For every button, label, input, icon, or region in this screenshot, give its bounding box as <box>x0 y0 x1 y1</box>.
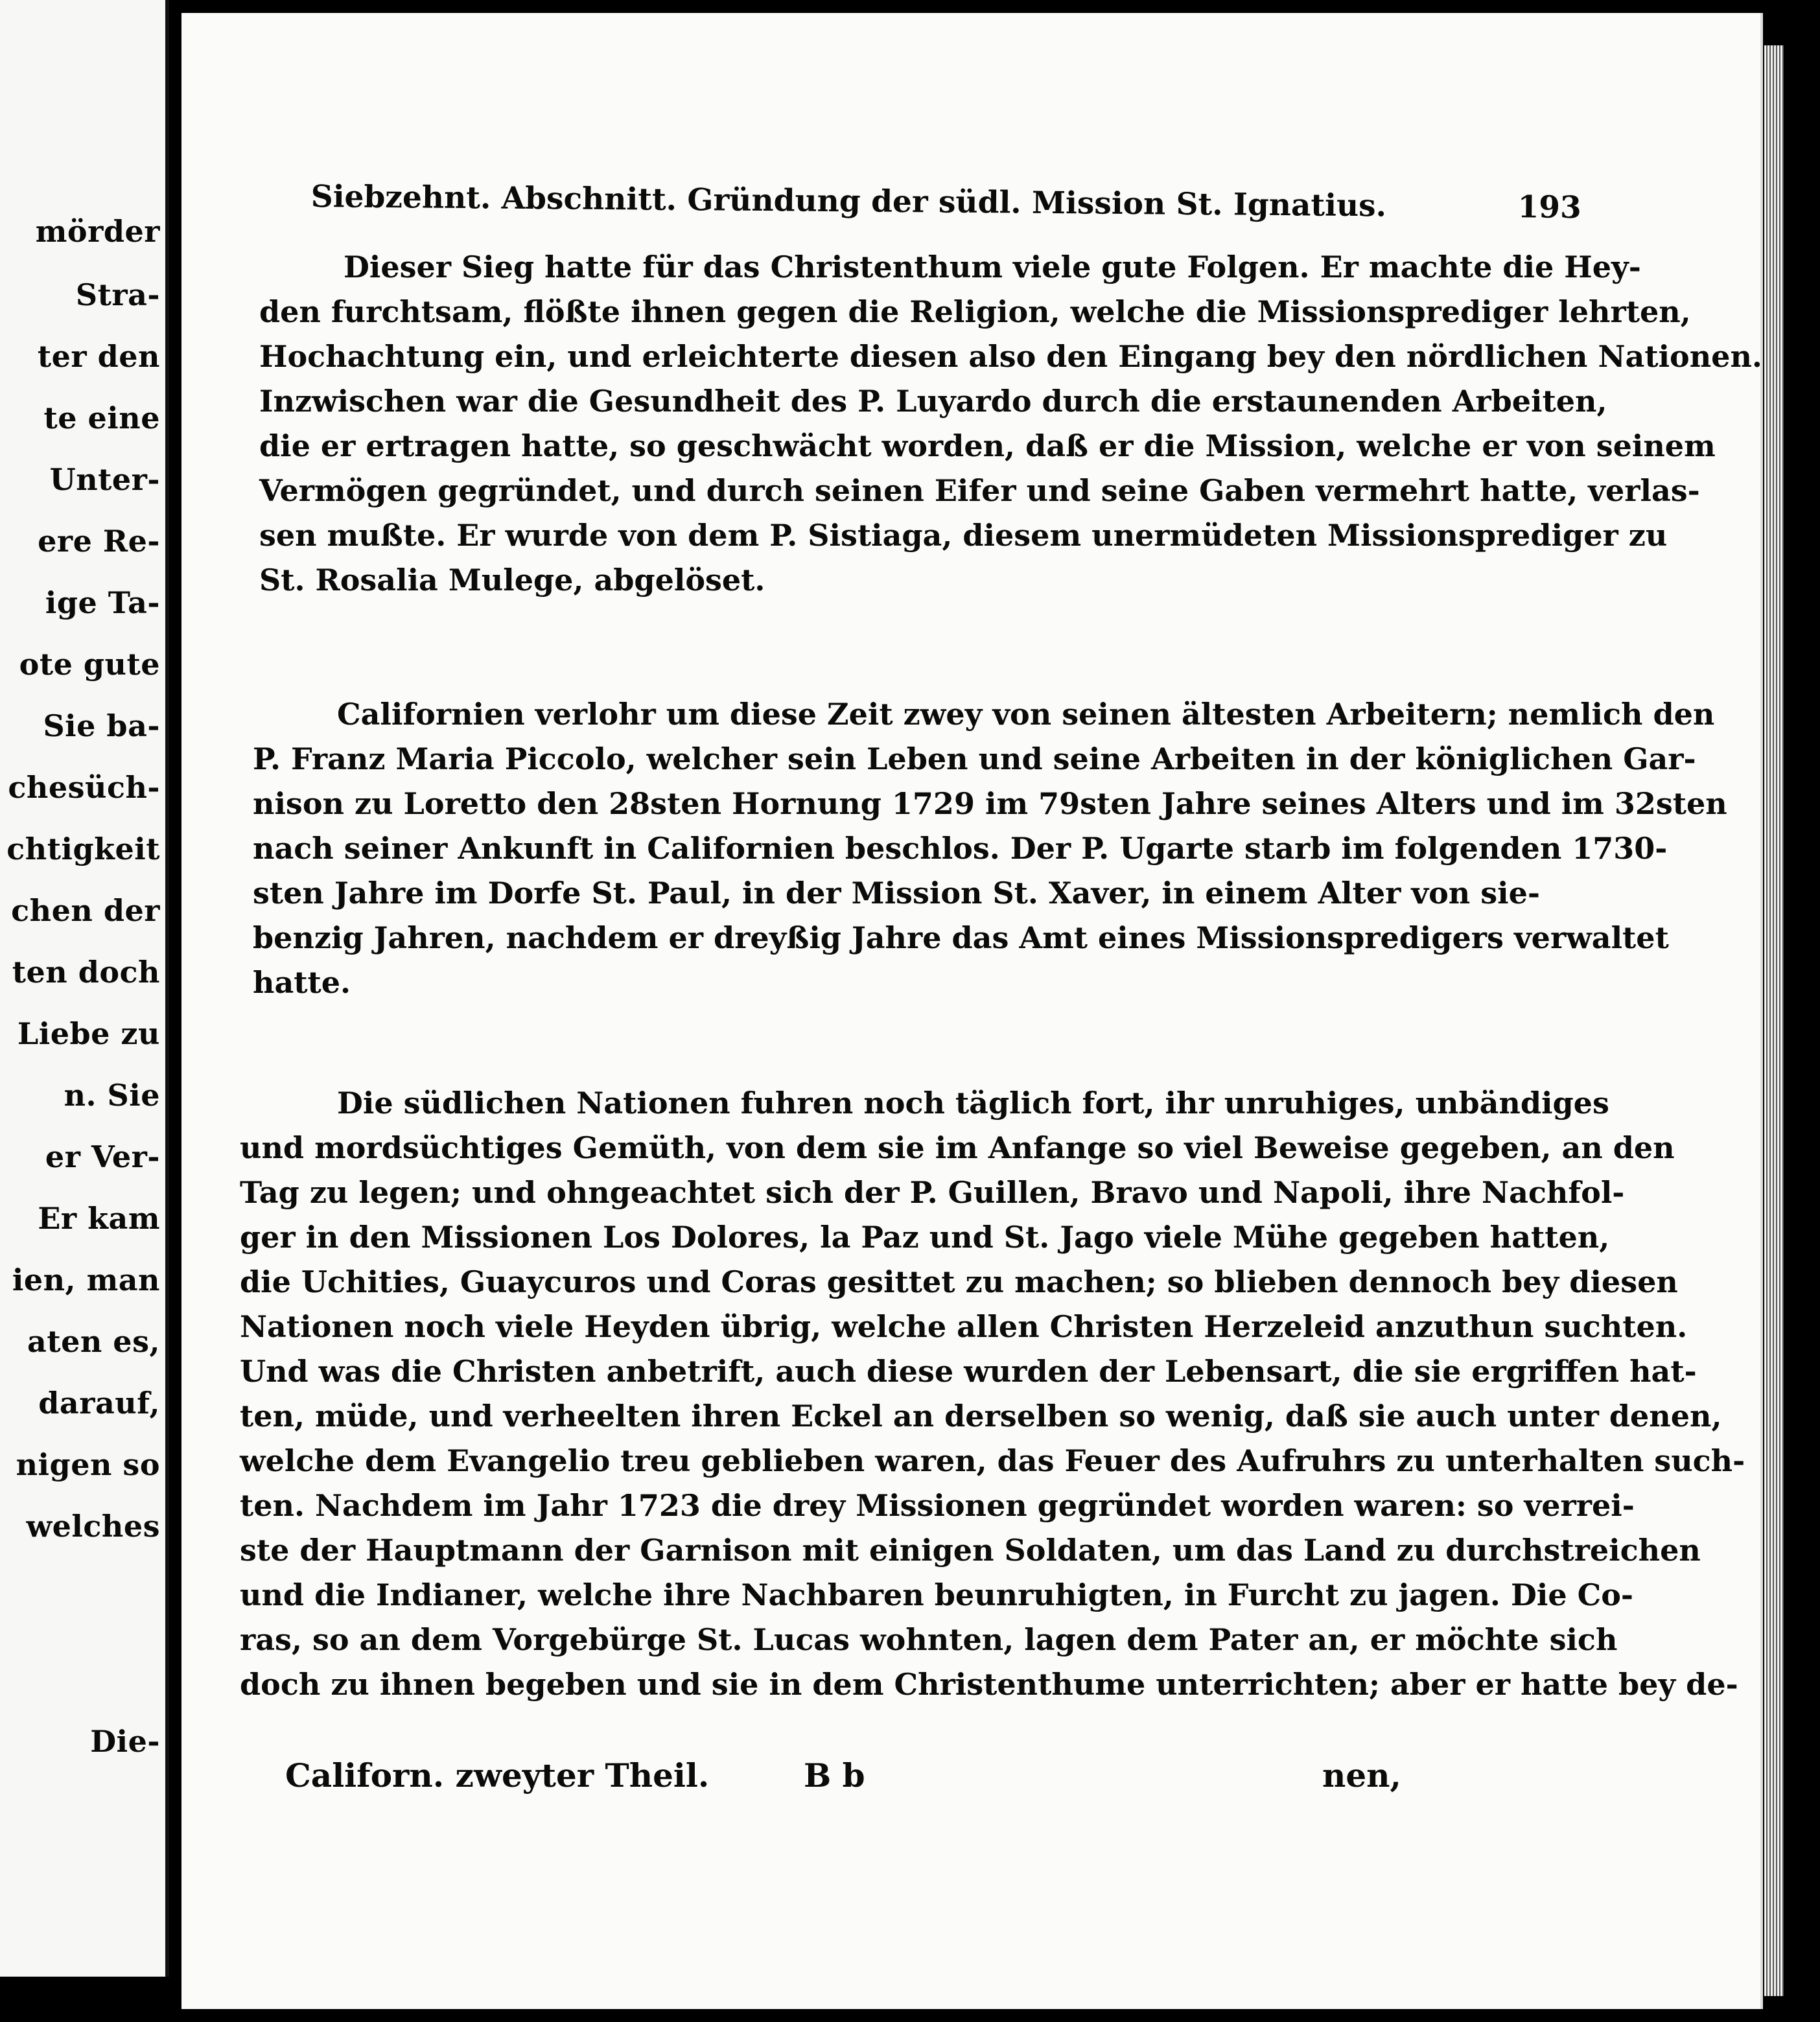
paragraph-1 <box>259 245 1762 603</box>
text-line: benzig Jahren, nachdem er dreyßig Jahre das Amt eines Missionspredigers verwaltet <box>253 920 1669 955</box>
paragraph-2 <box>253 692 1727 1005</box>
text-line: P. Franz Maria Piccolo, welcher sein Leben und seine Arbeiten in der königlichen Gar- <box>253 741 1696 776</box>
previous-page-line: Die- <box>90 1724 160 1759</box>
running-title: Siebzehnt. Abschnitt. Gründung der südl. Mission St. Ignatius. <box>310 179 1387 224</box>
text-line: Inzwischen war die Gesundheit des P. Luyardo durch die erstaunenden Arbeiten, <box>259 384 1607 419</box>
signature-mark: B b <box>804 1756 865 1795</box>
text-line: die er ertragen hatte, so geschwächt worden, daß er die Mission, welche er von seinem <box>259 428 1716 463</box>
previous-page-strip <box>0 0 169 1977</box>
text-line: sen mußte. Er wurde von dem P. Sistiaga, diesem unermüdeten Missionsprediger zu <box>259 518 1668 553</box>
text-line: Hochachtung ein, und erleichterte diesen also den Eingang bey den nördlichen Nationen. <box>259 339 1762 374</box>
text-line: sten Jahre im Dorfe St. Paul, in der Mission St. Xaver, in einem Alter von sie- <box>253 876 1540 911</box>
previous-page-line: n. Sie <box>64 1078 160 1113</box>
previous-page-line: ige Ta- <box>45 585 160 620</box>
signature-title: Californ. zweyter Theil. <box>285 1756 710 1795</box>
text-line: ras, so an dem Vorgebürge St. Lucas wohnten, lagen dem Pater an, er möchte sich <box>240 1622 1618 1657</box>
previous-page-line: mörder <box>35 214 160 249</box>
text-line: ger in den Missionen Los Dolores, la Paz und St. Jago viele Mühe gegeben hatten, <box>240 1220 1610 1255</box>
previous-page-line: nigen so <box>16 1447 160 1482</box>
previous-page-line: Stra- <box>75 277 160 312</box>
text-line: den furchtsam, flößte ihnen gegen die Religion, welche die Missionsprediger lehrten, <box>259 294 1691 329</box>
text-line: Nationen noch viele Heyden übrig, welche allen Christen Herzeleid anzuthun suchten. <box>240 1309 1688 1344</box>
previous-page-line: Er kam <box>38 1201 160 1236</box>
previous-page-line: ten doch <box>12 955 160 990</box>
text-line: Californien verlohr um diese Zeit zwey von seinen ältesten Arbeitern; nemlich den <box>337 697 1715 732</box>
paragraph-3 <box>240 1081 1745 1707</box>
running-head <box>311 179 1581 226</box>
text-line: Die südlichen Nationen fuhren noch täglich fort, ihr unruhiges, unbändiges <box>337 1086 1609 1121</box>
previous-page-line: ere Re- <box>38 524 160 559</box>
previous-page-line: ote gute <box>19 647 160 682</box>
text-line: Dieser Sieg hatte für das Christenthum viele gute Folgen. Er machte die Hey- <box>344 250 1641 285</box>
previous-page-line: er Ver- <box>45 1139 160 1174</box>
text-line: welche dem Evangelio treu geblieben waren, das Feuer des Aufruhrs zu unterhalten such- <box>240 1443 1745 1478</box>
page-edges <box>1764 45 1784 1996</box>
text-line: nach seiner Ankunft in Californien beschlos. Der P. Ugarte starb im folgenden 1730- <box>253 831 1668 866</box>
text-line: und die Indianer, welche ihre Nachbaren beunruhigten, in Furcht zu jagen. Die Co- <box>240 1577 1633 1612</box>
previous-page-line: chen der <box>11 893 160 928</box>
previous-page-line: te eine <box>43 401 160 436</box>
previous-page-line: Unter- <box>49 462 160 497</box>
text-line: ste der Hauptmann der Garnison mit einigen Soldaten, um das Land zu durchstreichen <box>240 1533 1701 1568</box>
text-line: Vermögen gegründet, und durch seinen Eifer und seine Gaben vermehrt hatte, verlas- <box>259 473 1700 508</box>
text-line: die Uchities, Guaycuros und Coras gesittet zu machen; so blieben dennoch bey diesen <box>240 1264 1678 1299</box>
previous-page-line: Sie ba- <box>43 708 160 743</box>
previous-page-line: ter den <box>37 339 160 374</box>
text-line: doch zu ihnen begeben und sie in dem Christenthume unterrichten; aber er hatte bey de- <box>240 1667 1738 1702</box>
previous-page-line: chtigkeit <box>6 831 160 866</box>
catchword: nen, <box>1322 1756 1401 1795</box>
text-line: Und was die Christen anbetrift, auch diese wurden der Lebensart, die sie ergriffen hat- <box>240 1354 1697 1389</box>
text-line: nison zu Loretto den 28sten Hornung 1729 im 79sten Jahre seines Alters und im 32sten <box>253 786 1727 821</box>
text-line: Tag zu legen; und ohngeachtet sich der P. Guillen, Bravo und Napoli, ihre Nachfol- <box>240 1175 1625 1210</box>
text-line: hatte. <box>253 965 351 1000</box>
previous-page-line: chesüch- <box>8 770 160 805</box>
text-line: St. Rosalia Mulege, abgelöset. <box>259 563 765 598</box>
previous-page-line: welches <box>26 1509 160 1544</box>
text-line: ten. Nachdem im Jahr 1723 die drey Missionen gegründet worden waren: so verrei- <box>240 1488 1635 1523</box>
previous-page-line: Liebe zu <box>17 1016 160 1051</box>
previous-page-line: darauf, <box>38 1386 160 1421</box>
text-line: ten, müde, und verheelten ihren Eckel an derselben so wenig, daß sie auch unter denen, <box>240 1399 1722 1434</box>
previous-page-line: ien, man <box>12 1262 160 1297</box>
text-line: und mordsüchtiges Gemüth, von dem sie im Anfange so viel Beweise gegeben, an den <box>240 1130 1675 1165</box>
book-page <box>181 13 1763 2009</box>
page-number: 193 <box>1517 189 1581 226</box>
previous-page-line: aten es, <box>27 1324 160 1359</box>
